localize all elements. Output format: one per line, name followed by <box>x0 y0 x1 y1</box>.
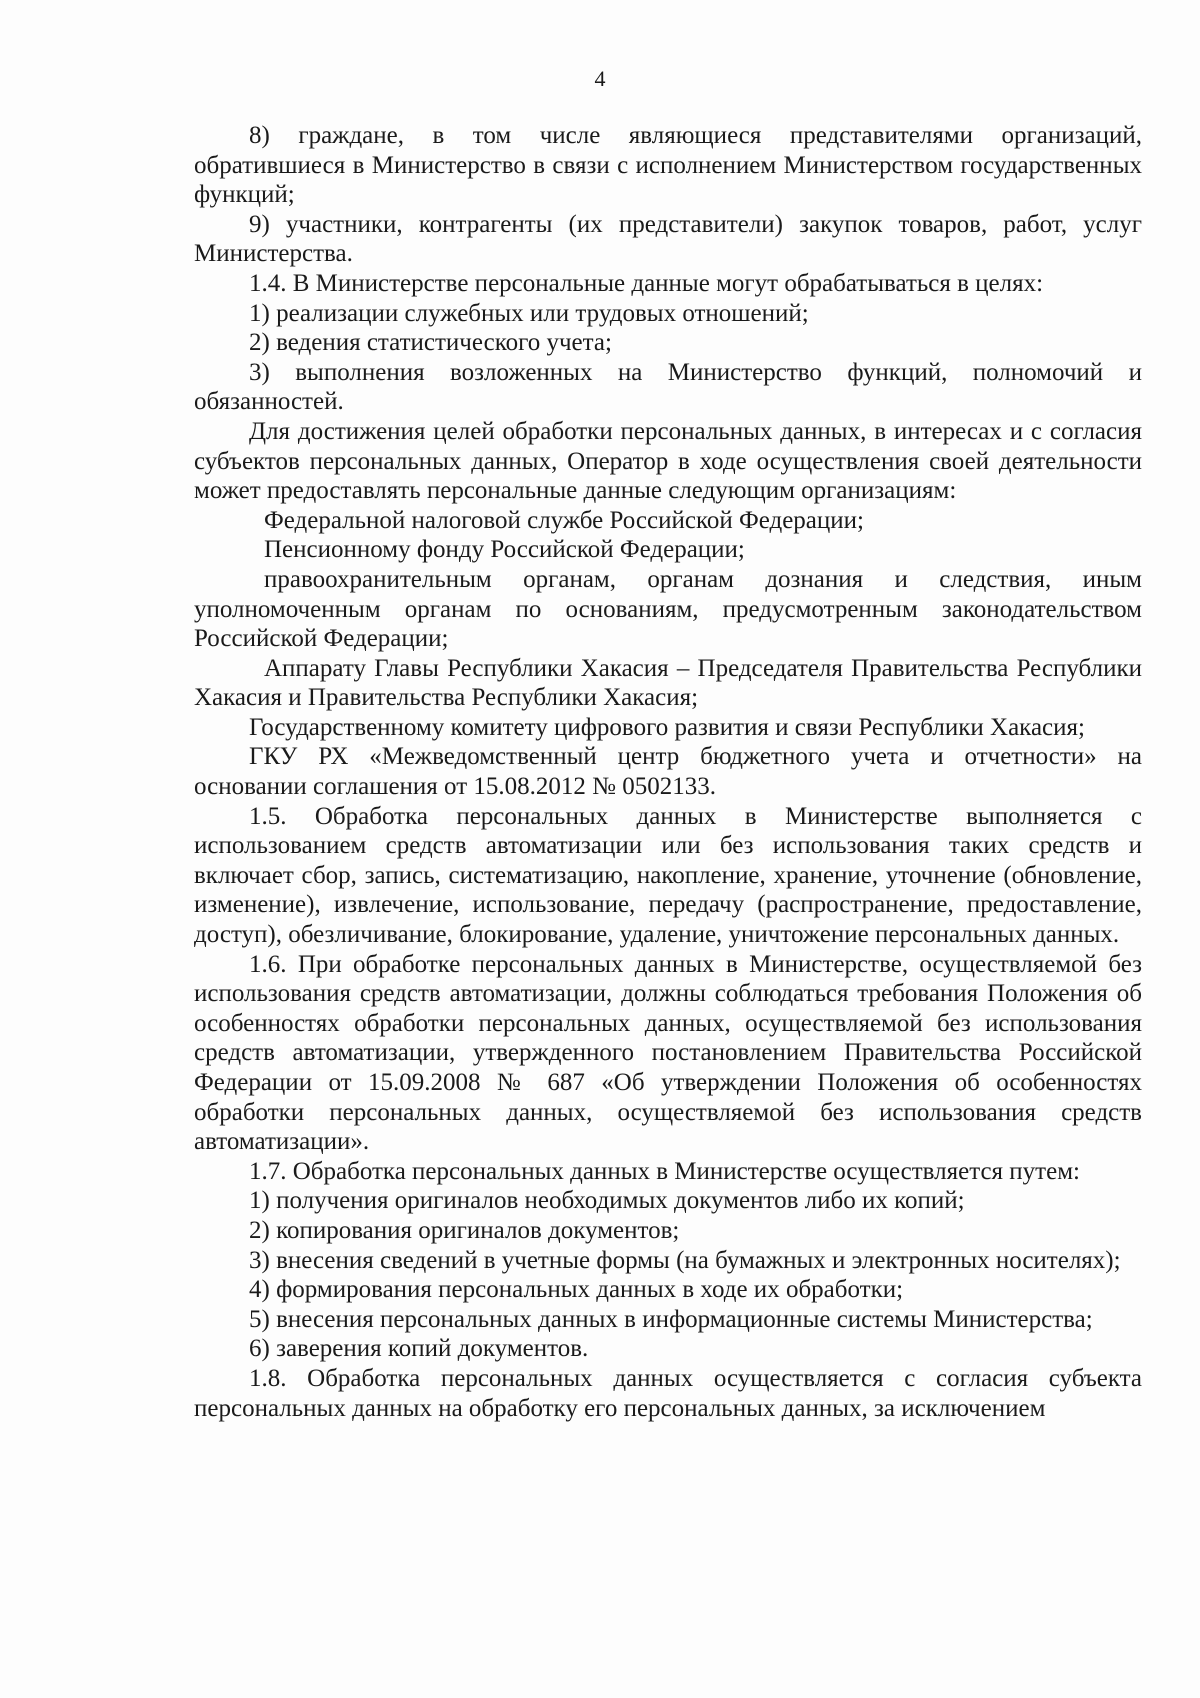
paragraph-item-8-citizens: 8) граждане, в том числе являющиеся представителями организаций, обратившиеся в Министерство в связи с исполнением Министерством государственных функций; <box>194 122 1142 209</box>
list-item-recipient-committee: Государственному комитету цифрового развития и связи Республики Хакасия; <box>249 713 1085 741</box>
list-item-recipient-tax: Федеральной налоговой службе Российской Федерации; <box>264 506 864 534</box>
list-item-purpose-1: 1) реализации служебных или трудовых отношений; <box>249 299 809 327</box>
paragraph-1-7: 1.7. Обработка персональных данных в Министерстве осуществляется путем: <box>249 1157 1080 1185</box>
page-number: 4 <box>594 66 606 91</box>
list-item-method-5: 5) внесения персональных данных в информационные системы Министерства; <box>249 1305 1093 1333</box>
list-item-method-1: 1) получения оригиналов необходимых документов либо их копий; <box>249 1187 965 1215</box>
list-item-method-3: 3) внесения сведений в учетные формы (на бумажных и электронных носителях); <box>249 1246 1121 1274</box>
list-item-recipient-pension: Пенсионному фонду Российской Федерации; <box>264 536 745 564</box>
paragraph-1-5: 1.5. Обработка персональных данных в Министерстве выполняется с использованием средств автоматизации или без использования таких средств и включает сбор, запись, систематизацию, накопление, хранение, уточнение (обновление, изменение), извлечение, использование, передачу (распространение, предоставление, доступ), обезличивание, блокирование, удаление, уничтожение персональных данных. <box>194 802 1142 949</box>
paragraph-item-9-procurement: 9) участники, контрагенты (их представители) закупок товаров, работ, услуг Министерства. <box>194 210 1142 268</box>
document-body <box>194 121 1142 1423</box>
list-item-method-6: 6) заверения копий документов. <box>249 1335 589 1363</box>
list-item-recipient-apparatus: Аппарату Главы Республики Хакасия – Председателя Правительства Республики Хакасия и Правительства Республики Хакасия; <box>194 654 1142 712</box>
list-item-recipient-gku: ГКУ РХ «Межведомственный центр бюджетного учета и отчетности» на основании соглашения от 15.08.2012 № 0502133. <box>194 743 1142 801</box>
paragraph-1-4: 1.4. В Министерстве персональные данные могут обрабатываться в целях: <box>249 269 1044 297</box>
list-item-method-4: 4) формирования персональных данных в ходе их обработки; <box>249 1276 904 1304</box>
list-item-method-2: 2) копирования оригиналов документов; <box>249 1216 680 1244</box>
paragraph-1-6: 1.6. При обработке персональных данных в Министерстве, осуществляемой без использования средств автоматизации, должны соблюдаться требования Положения об особенностях обработки персональных данных, осуществляемой без использования средств автоматизации, утвержденного постановлением Правительства Российской Федерации от 15.09.2008 № 687 «Об утверждении Положения об особенностях обработки персональных данных, осуществляемой без использования средств автоматизации». <box>194 950 1142 1156</box>
list-item-recipient-law: правоохранительным органам, органам дознания и следствия, иным уполномоченным органам по основаниям, предусмотренным законодательством Российской Федерации; <box>194 565 1142 653</box>
paragraph-recipients-intro: Для достижения целей обработки персональных данных, в интересах и с согласия субъектов персональных данных, Оператор в ходе осуществления своей деятельности может предоставлять персональные данные следующим организациям: <box>194 417 1142 505</box>
paragraph-1-8: 1.8. Обработка персональных данных осуществляется с согласия субъекта персональных данных на обработку его персональных данных, за исключением <box>194 1364 1142 1422</box>
list-item-purpose-3: 3) выполнения возложенных на Министерство функций, полномочий и обязанностей. <box>194 358 1142 416</box>
list-item-purpose-2: 2) ведения статистического учета; <box>249 329 612 357</box>
